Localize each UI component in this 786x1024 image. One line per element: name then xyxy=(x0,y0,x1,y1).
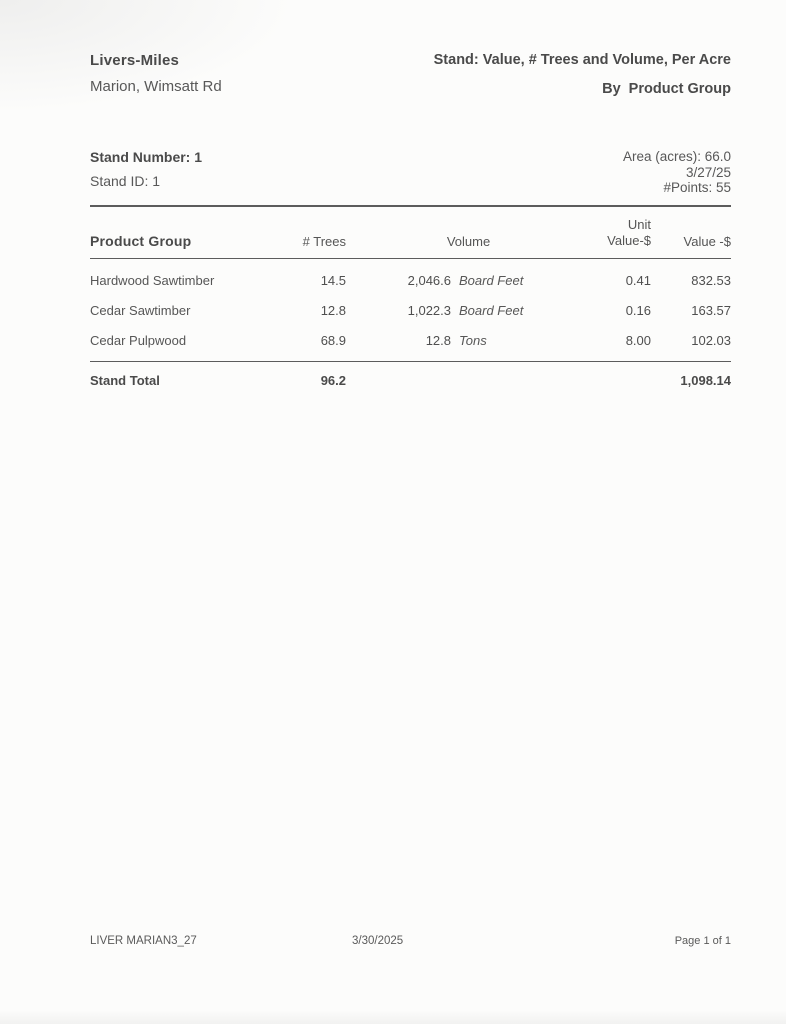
stand-id: Stand ID: 1 xyxy=(90,173,161,189)
cell-unit-value: 8.00 xyxy=(625,332,651,348)
table-row xyxy=(90,333,731,348)
col-header-unit-value-line1: Unit xyxy=(627,216,651,232)
report-header-right xyxy=(434,52,731,97)
stand-total-label: Stand Total xyxy=(90,372,160,388)
col-header-unit-value xyxy=(561,217,651,249)
cell-value: 163.57 xyxy=(691,302,731,318)
col-header-product-group: Product Group xyxy=(90,232,192,249)
tract-location: Marion, Wimsatt Rd xyxy=(90,78,222,95)
col-header-value: Value -$ xyxy=(683,233,731,249)
footer-date: 3/30/2025 xyxy=(352,935,404,947)
cell-trees: 12.8 xyxy=(320,302,346,318)
company-name: Livers-Miles xyxy=(90,52,180,69)
cell-unit-value: 0.16 xyxy=(625,302,651,318)
report-subtitle: By Product Group xyxy=(602,81,731,97)
table-header-row xyxy=(90,217,731,249)
cell-volume: 2,046.6 xyxy=(407,272,451,288)
stand-total-row xyxy=(90,373,731,388)
report-header-left xyxy=(90,52,222,97)
table-row xyxy=(90,303,731,318)
stand-total-trees: 96.2 xyxy=(320,372,346,388)
col-header-volume: Volume xyxy=(446,233,491,249)
stand-info-right xyxy=(623,149,731,196)
col-header-trees: # Trees xyxy=(302,233,346,249)
stand-date: 3/27/25 xyxy=(685,164,731,180)
cell-trees: 68.9 xyxy=(320,332,346,348)
divider-header xyxy=(90,258,731,259)
col-header-unit-value-line2: Value-$ xyxy=(607,232,651,248)
stand-number: Stand Number: 1 xyxy=(90,149,203,165)
cell-volume-unit: Board Feet xyxy=(459,272,524,288)
cell-product-group: Hardwood Sawtimber xyxy=(90,272,215,288)
cell-volume-unit: Tons xyxy=(459,332,487,348)
table-body xyxy=(90,273,731,348)
stand-total-value: 1,098.14 xyxy=(680,372,731,388)
cell-product-group: Cedar Pulpwood xyxy=(90,332,187,348)
footer-file-name: LIVER MARIAN3_27 xyxy=(90,935,197,947)
cell-unit-value: 0.41 xyxy=(625,272,651,288)
stand-area: Area (acres): 66.0 xyxy=(622,149,731,164)
footer-page-number: Page 1 of 1 xyxy=(674,935,731,947)
cell-volume: 1,022.3 xyxy=(407,302,451,318)
report-header xyxy=(90,52,731,97)
report-content xyxy=(90,0,731,388)
cell-value: 102.03 xyxy=(691,332,731,348)
divider-top xyxy=(90,205,731,207)
cell-volume: 12.8 xyxy=(425,332,451,348)
stand-info-left xyxy=(90,149,202,196)
cell-trees: 14.5 xyxy=(320,272,346,288)
divider-total xyxy=(90,361,731,362)
cell-product-group: Cedar Sawtimber xyxy=(90,302,191,318)
stand-points: #Points: 55 xyxy=(663,180,731,195)
stand-info xyxy=(90,149,731,196)
table-row xyxy=(90,273,731,288)
report-title: Stand: Value, # Trees and Volume, Per Acre xyxy=(433,52,731,68)
cell-value: 832.53 xyxy=(691,272,731,288)
cell-volume-unit: Board Feet xyxy=(459,302,524,318)
